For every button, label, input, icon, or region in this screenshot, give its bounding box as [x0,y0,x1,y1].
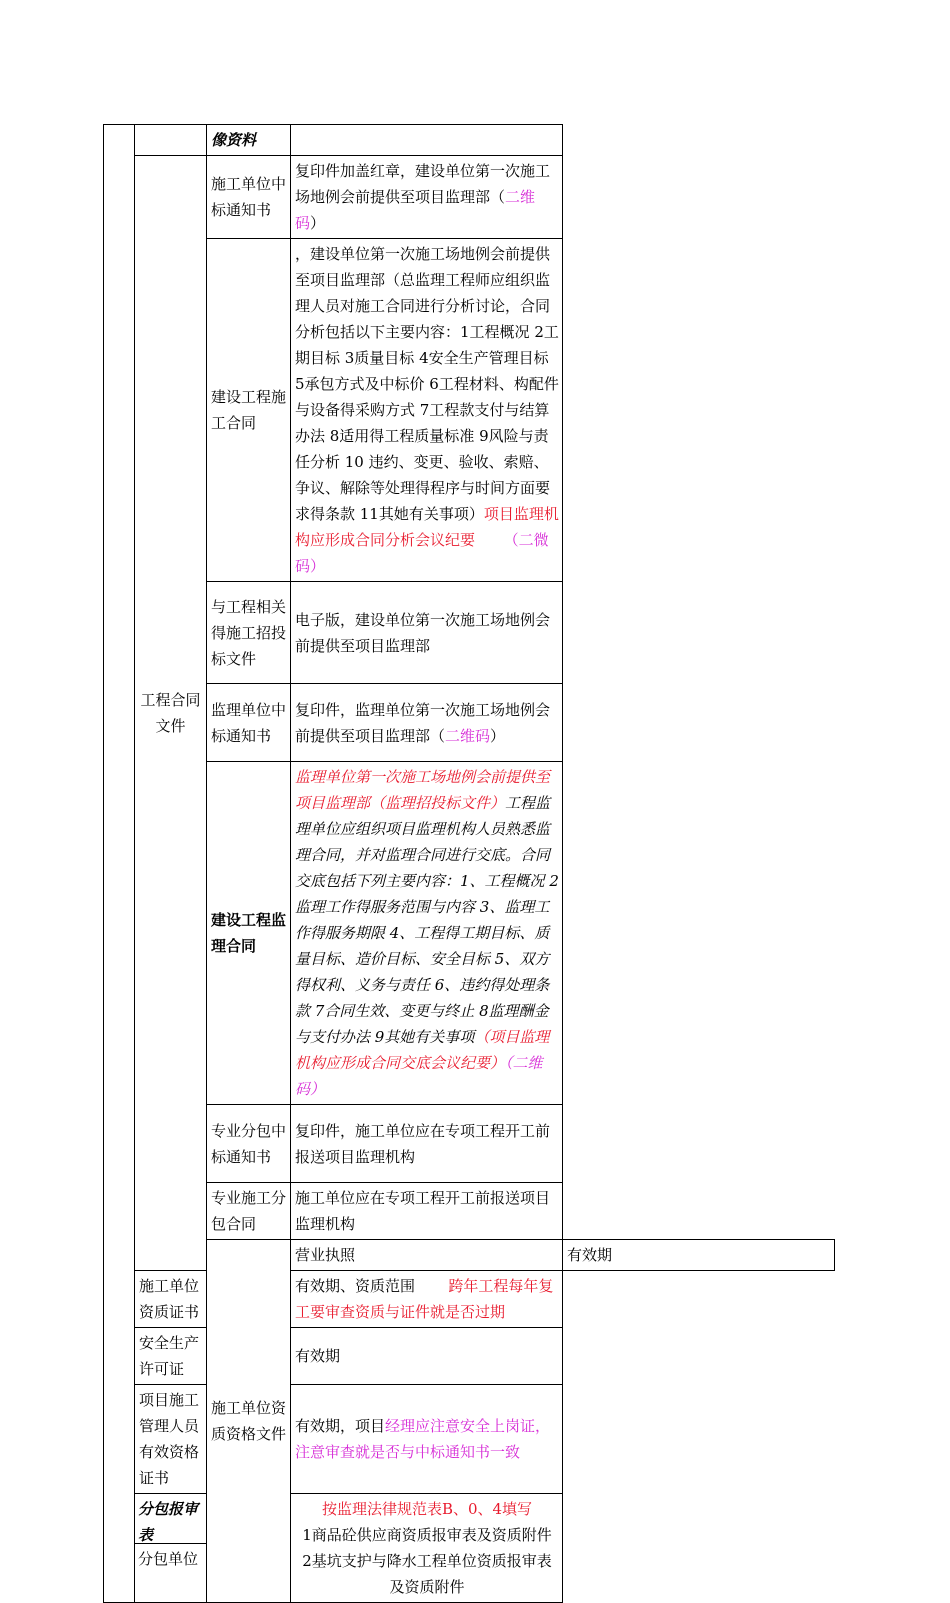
row-label: 专业分包中标通知书 [207,1105,291,1183]
group-cell-empty [135,125,207,156]
table-row [104,684,835,762]
list-item: 1商品砼供应商资质报审表及资质附件 [302,1526,552,1544]
row-label: 分包报审表 [135,1494,206,1544]
row-content: 复印件加盖红章，建设单位第一次施工场地例会前提供至项目监理部（二维码） [291,156,563,239]
row-content: 有效期 [563,1240,835,1271]
table-row [104,156,835,239]
qr-note: 二维码 [295,188,536,232]
row-content: 电子版，建设单位第一次施工场地例会前提供至项目监理部 [291,582,563,684]
red-note: （项目监理机构应形成合同交底会议纪要） [295,1028,550,1072]
table-row [104,239,835,582]
row-content: ，建设单位第一次施工场地例会前提供至项目监理部（总监理工程师应组织监理人员对施工合同进行分析讨论，合同分析包括以下主要内容：1工程概况 2工期目标 3质量目标 4安全生产管理目标 5承包方式及中标价 6工程材料、构配件与设备得采购方式 7工程款支付与结算办法 8适用得工程质量标准 9风险与责任分析 10 违约、变更、验收、索赔、争议、解除等处理得程序与时间方面要求得条款 11其她有关事项）项目监理机构应形成合同分析会议纪要 （二微码） [291,239,563,582]
qr-note: （二微码） [295,531,549,575]
group-label-contract: 工程合同文件 [135,156,207,1271]
table-row [104,762,835,1105]
red-note: 监理单位第一次施工场地例会前提供至项目监理部（监理招投标文件） [295,768,551,812]
row-label: 建设工程监理合同 [207,762,291,1105]
row-content: 有效期、资质范围 跨年工程每年复工要审查资质与证件就是否过期 [291,1271,563,1328]
red-note: 按监理法律规范表B、0、4填写 [321,1500,533,1518]
table-row [104,1240,835,1271]
qr-note: 二维码 [445,726,491,745]
table-row [104,125,835,156]
row-content: 有效期，项目经理应注意安全上岗证，注意审查就是否与中标通知书一致 [291,1385,563,1494]
row-label: 安全生产许可证 [135,1328,207,1385]
red-note: 跨年工程每年复工要审查资质与证件就是否过期 [295,1277,554,1321]
row-label: 施工单位中标通知书 [207,156,291,239]
qr-note: （二维码） [295,1054,543,1098]
table-row [104,1183,835,1240]
row-label: 施工单位资质证书 [135,1271,207,1328]
document-table [103,124,835,1603]
row-content: 施工单位应在专项工程开工前报送项目监理机构 [291,1183,563,1240]
row-label: 营业执照 [291,1240,563,1271]
row-label: 建设工程施工合同 [207,239,291,582]
list-item: 2基坑支护与降水工程单位资质报审表及资质附件 [302,1552,552,1596]
table-row [104,1105,835,1183]
group-label-qualification: 施工单位资质资格文件 [207,1240,291,1603]
row-content: 复印件，施工单位应在专项工程开工前报送项目监理机构 [291,1105,563,1183]
row-content: 复印件，监理单位第一次施工场地例会前提供至项目监理部（二维码） [291,684,563,762]
row-content: 有效期 [291,1328,563,1385]
row-content [291,1494,563,1603]
row-label-split [135,1494,207,1603]
row-content: 监理单位第一次施工场地例会前提供至项目监理部（监理招投标文件）工程监理单位应组织项目监理机构人员熟悉监理合同，并对监理合同进行交底。合同交底包括下列主要内容：1、工程概况 2监理工作得服务范围与内容 3、监理工作得服务期限 4、工程得工期目标、质量目标、造价目标、安全目标 5、双方得权利、义务与责任 6、违约得处理条款 7合同生效、变更与终止 8监理酬金与支付办法 9其她有关事项（项目监理机构应形成合同交底会议纪要）（二维码） [291,762,563,1105]
table-row [104,582,835,684]
row-label: 专业施工分包合同 [207,1183,291,1240]
row-label: 分包单位 [138,1550,199,1568]
highlight-note: 经理应注意安全上岗证，注意审查就是否与中标通知书一致 [295,1417,551,1461]
row-label: 与工程相关得施工招投标文件 [207,582,291,684]
row-label: 项目施工管理人员有效资格证书 [135,1385,207,1494]
outer-cell [104,125,135,1603]
red-note: 项目监理机构应形成合同分析会议纪要 [295,505,559,549]
row-label: 监理单位中标通知书 [207,684,291,762]
row-content [291,125,563,156]
row-label: 像资料 [207,125,291,156]
